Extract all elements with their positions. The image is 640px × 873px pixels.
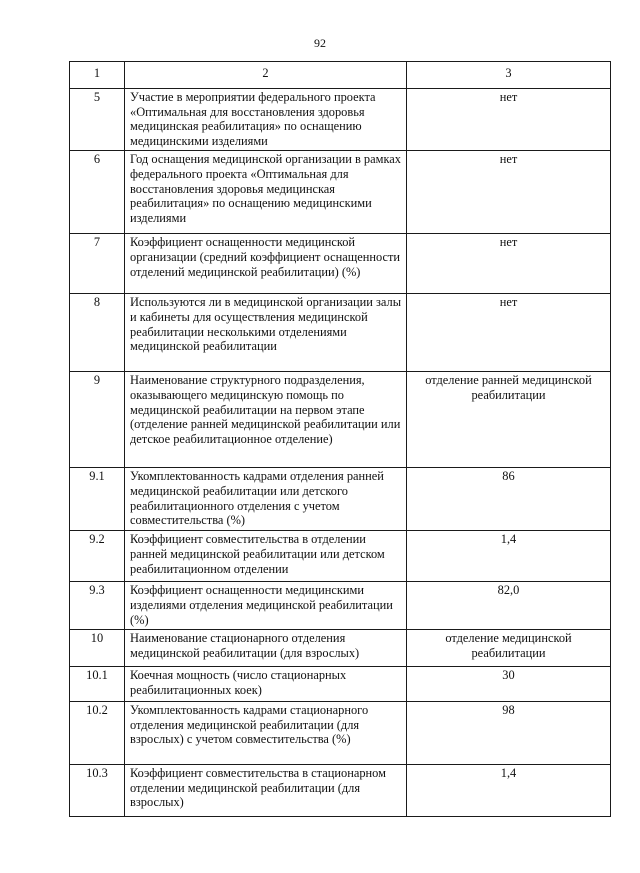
row-value: 1,4 bbox=[407, 765, 611, 817]
row-value: нет bbox=[407, 89, 611, 151]
row-description: Год оснащения медицинской организации в рамках федерального проекта «Оптимальная для восстановления здоровья медицинская реабилитация» по оснащению медицинскими изделиями bbox=[125, 151, 407, 234]
page-number: 92 bbox=[314, 36, 326, 50]
row-description: Укомплектованность кадрами стационарного отделения медицинской реабилитации (для взрослых) с учетом совместительства (%) bbox=[125, 702, 407, 765]
row-number: 10.1 bbox=[70, 667, 125, 702]
row-number: 10.2 bbox=[70, 702, 125, 765]
row-value: нет bbox=[407, 294, 611, 372]
row-description: Коэффициент совместительства в отделении ранней медицинской реабилитации или детском реабилитационном отделении bbox=[125, 531, 407, 582]
table-row bbox=[70, 667, 611, 702]
row-number: 9.3 bbox=[70, 582, 125, 630]
row-value: 30 bbox=[407, 667, 611, 702]
row-number: 10.3 bbox=[70, 765, 125, 817]
row-value: 98 bbox=[407, 702, 611, 765]
row-value: 86 bbox=[407, 468, 611, 531]
table-row bbox=[70, 702, 611, 765]
row-value: 82,0 bbox=[407, 582, 611, 630]
row-number: 9.1 bbox=[70, 468, 125, 531]
data-table bbox=[69, 61, 611, 817]
row-description: Используются ли в медицинской организации залы и кабинеты для осуществления медицинской реабилитации несколькими отделениями медицинской реабилитации bbox=[125, 294, 407, 372]
row-value: отделение медицинской реабилитации bbox=[407, 630, 611, 667]
row-value: 1,4 bbox=[407, 531, 611, 582]
column-header-3: 3 bbox=[407, 62, 611, 89]
table-row bbox=[70, 468, 611, 531]
header-row bbox=[70, 62, 611, 89]
row-number: 10 bbox=[70, 630, 125, 667]
row-description: Коечная мощность (число стационарных реабилитационных коек) bbox=[125, 667, 407, 702]
table-row bbox=[70, 372, 611, 468]
row-description: Коэффициент оснащенности медицинской организации (средний коэффициент оснащенности отделений медицинской реабилитации) (%) bbox=[125, 234, 407, 294]
row-number: 5 bbox=[70, 89, 125, 151]
row-description: Участие в мероприятии федерального проекта «Оптимальная для восстановления здоровья медицинская реабилитация» по оснащению медицинскими изделиями bbox=[125, 89, 407, 151]
row-value: отделение ранней медицинской реабилитации bbox=[407, 372, 611, 468]
table-row bbox=[70, 294, 611, 372]
row-description: Наименование структурного подразделения, оказывающего медицинскую помощь по медицинской реабилитации на первом этапе (отделение ранней медицинской реабилитации или детское реабилитационное отделение) bbox=[125, 372, 407, 468]
row-number: 6 bbox=[70, 151, 125, 234]
row-description: Коэффициент совместительства в стационарном отделении медицинской реабилитации (для взрослых) bbox=[125, 765, 407, 817]
row-value: нет bbox=[407, 151, 611, 234]
table-row bbox=[70, 234, 611, 294]
table-row bbox=[70, 89, 611, 151]
row-description: Наименование стационарного отделения медицинской реабилитации (для взрослых) bbox=[125, 630, 407, 667]
row-number: 7 bbox=[70, 234, 125, 294]
table-row bbox=[70, 582, 611, 630]
row-number: 8 bbox=[70, 294, 125, 372]
row-value: нет bbox=[407, 234, 611, 294]
table-row bbox=[70, 151, 611, 234]
table-row bbox=[70, 765, 611, 817]
table-row bbox=[70, 531, 611, 582]
row-description: Укомплектованность кадрами отделения ранней медицинской реабилитации или детского реабилитационного отделения с учетом совместительства (%) bbox=[125, 468, 407, 531]
row-number: 9.2 bbox=[70, 531, 125, 582]
column-header-2: 2 bbox=[125, 62, 407, 89]
row-number: 9 bbox=[70, 372, 125, 468]
table-row bbox=[70, 630, 611, 667]
column-header-1: 1 bbox=[70, 62, 125, 89]
row-description: Коэффициент оснащенности медицинскими изделиями отделения медицинской реабилитации (%) bbox=[125, 582, 407, 630]
